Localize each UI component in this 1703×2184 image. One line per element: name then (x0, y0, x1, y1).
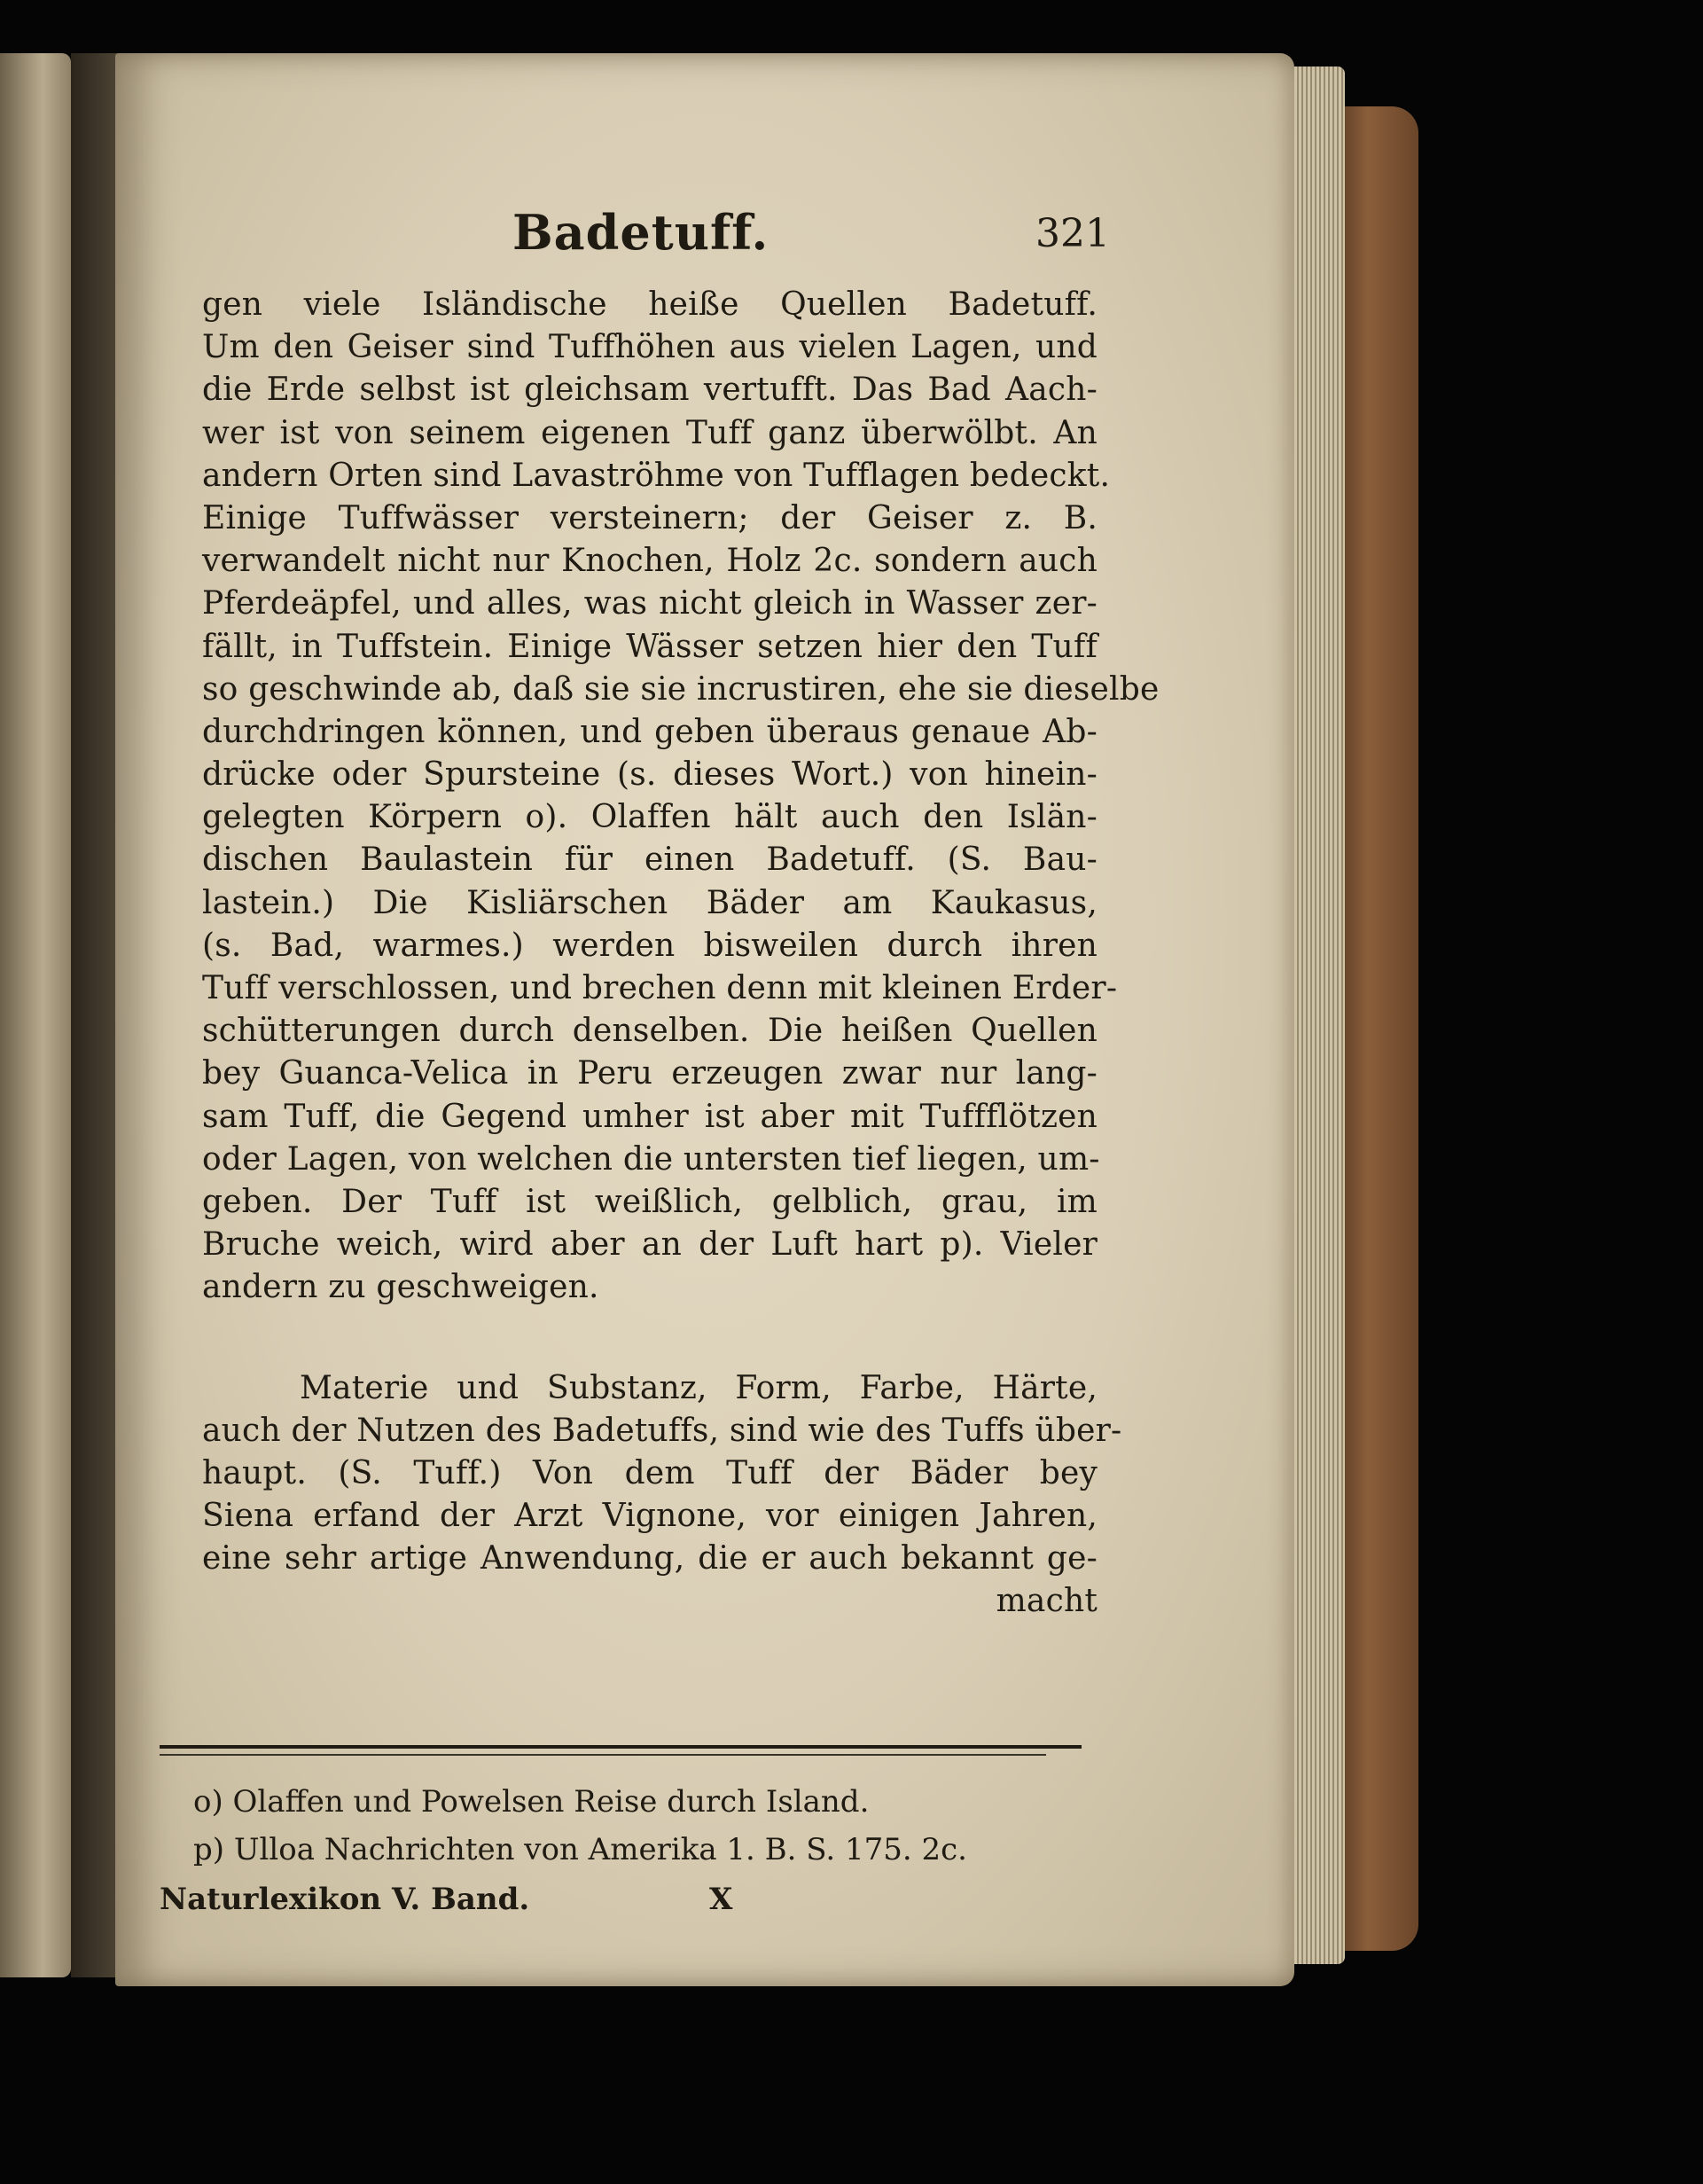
running-head: Badetuff. (512, 204, 769, 261)
page-text (202, 204, 1160, 1624)
text-line: Materie und Substanz, Form, Farbe, Härte, (300, 1369, 1098, 1406)
footnote-o: o) Olaffen und Powelsen Reise durch Island. (193, 1784, 870, 1820)
text-line: haupt. (S. Tuff.) Von dem Tuff der Bäder bey (202, 1454, 1098, 1491)
signature-mark: X (709, 1882, 733, 1917)
text-line: schütterungen durch denselben. Die heißen Quellen (202, 1013, 1098, 1050)
text-line: Siena erfand der Arzt Vignone, vor einigen Jahren, (202, 1498, 1098, 1535)
text-line: Um den Geiser sind Tuffhöhen aus vielen Lagen, und (202, 329, 1098, 366)
text-line: durchdringen können, und geben überaus genaue Ab- (202, 713, 1098, 750)
footnote-rule-thin (160, 1754, 1046, 1756)
book-cover-edge (1334, 106, 1418, 1951)
text-line: lastein.) Die Kisliärschen Bäder am Kaukasus, (202, 884, 1098, 921)
text-line: wer ist von seinem eigenen Tuff ganz überwölbt. An (202, 414, 1098, 451)
paragraph-1 (202, 284, 1160, 1310)
page-block-edges (1290, 67, 1345, 1964)
text-line: auch der Nutzen des Badetuffs, sind wie des Tuffs über- (202, 1412, 1122, 1449)
text-line: geben. Der Tuff ist weißlich, gelblich, grau, im (202, 1183, 1098, 1220)
footnote-rule (160, 1745, 1082, 1749)
text-line: sam Tuff, die Gegend umher ist aber mit Tuffflötzen (202, 1098, 1098, 1135)
text-line: so geschwinde ab, daß sie sie incrustiren, ehe sie dieselbe (202, 670, 1160, 708)
text-line: andern Orten sind Lavaströhme von Tufflagen bedeckt. (202, 457, 1111, 494)
text-line: andern zu geschweigen. (202, 1269, 599, 1306)
paragraph-gap (202, 1310, 1098, 1367)
page-header (202, 204, 1110, 284)
text-line: Pferdeäpfel, und alles, was nicht gleich in Wasser zer- (202, 585, 1098, 622)
text-line: eine sehr artige Anwendung, die er auch bekannt ge- (202, 1540, 1098, 1577)
text-line: Einige Tuffwässer versteinern; der Geiser z. B. (202, 499, 1098, 536)
signature-line (160, 1882, 1099, 1935)
text-line: dischen Baulastein für einen Badetuff. (S. Bau- (202, 842, 1098, 879)
text-line: Bruche weich, wird aber an der Luft hart p). Vieler (202, 1226, 1098, 1264)
text-line: gen viele Isländische heiße Quellen Badetuff. (202, 286, 1098, 323)
text-line: Tuff verschlossen, und brechen denn mit kleinen Erder- (202, 970, 1118, 1006)
text-line: bey Guanca-Velica in Peru erzeugen zwar nur lang- (202, 1055, 1098, 1092)
page-number: 321 (1035, 211, 1110, 256)
facing-page-edge (0, 53, 71, 1977)
text-line: (s. Bad, warmes.) werden bisweilen durch ihren (202, 927, 1098, 964)
text-line: gelegten Körpern o). Olaffen hält auch den Islän- (202, 799, 1098, 836)
paragraph-2 (202, 1367, 1122, 1624)
text-line: drücke oder Spursteine (s. dieses Wort.) von hinein- (202, 756, 1098, 794)
text-line: verwandelt nicht nur Knochen, Holz 2c. sondern auch (202, 543, 1098, 580)
text-line: oder Lagen, von welchen die untersten tief liegen, um- (202, 1140, 1100, 1178)
catchword: macht (996, 1583, 1098, 1620)
text-line: die Erde selbst ist gleichsam vertufft. Das Bad Aach- (202, 372, 1098, 409)
footnote-p: p) Ulloa Nachrichten von Amerika 1. B. S. 175. 2c. (193, 1832, 967, 1867)
volume-signature: Naturlexikon V. Band. (160, 1882, 530, 1917)
text-line: fällt, in Tuffstein. Einige Wässer setzen hier den Tuff (202, 628, 1098, 665)
footnotes (193, 1778, 1089, 1874)
